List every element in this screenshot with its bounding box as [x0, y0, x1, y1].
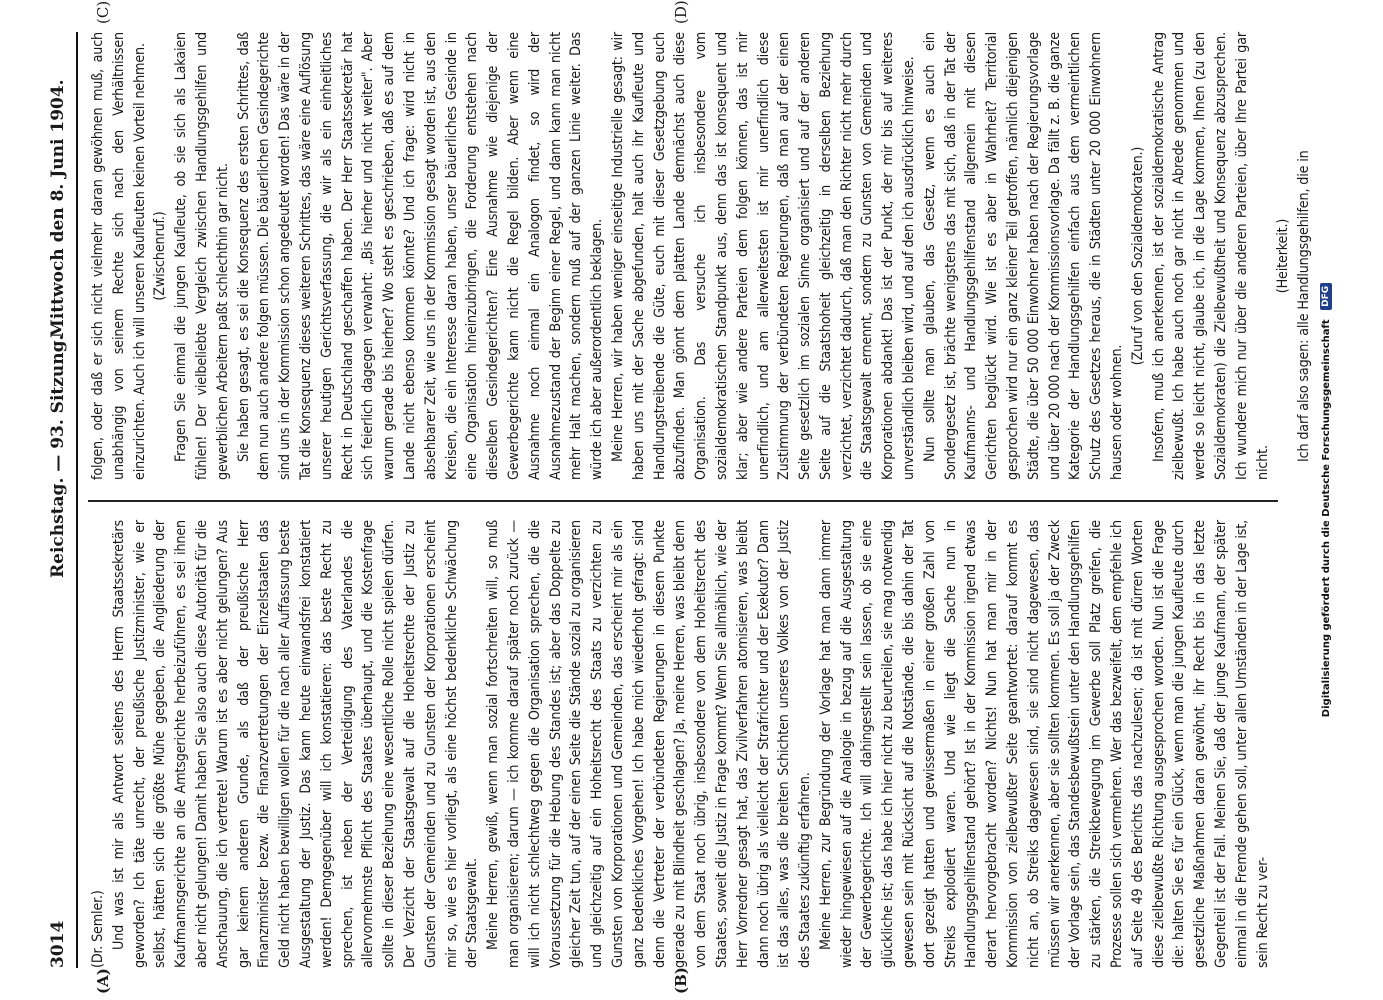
paragraph: Und was ist mir als Antwort seitens des Herrn Staatssekretärs geworden? Ich täte unrecht, der preußische Justizminister, wie er selbst, hätten sich die größte Mühe gegeben, die Angliederung der Kaufmannsgerichte an die Amtsgerichte herbeizuführen, es sei ihnen aber nicht gelungen! Damit haben Sie also auch diese Autorität für die Anschauung, die ich vertrete! Warum ist es aber nicht gelungen? Aus gar keinem anderen Grunde, als daß der preußische Herr Finanzminister bezw. die Finanzvertretungen der Einzelstaaten das Geld nicht haben bewilligen wollen für die nach aller Auffassung beste Ausgestaltung der Justiz. Das kann heute einwandsfrei konstatiert werden! Demgegenüber will ich konstatieren: das beste Recht zu sprechen, ist neben der Verteidigung des Vaterlandes die allervornehmste Pflicht des Staates überhaupt, und die Kostenfrage sollte in dieser Beziehung eine wesentliche Rolle nicht spielen dürfen. Der Verzicht der Staatsgewalt auf die Hoheitsrechte der Justiz zu Gunsten der Gemeinden und zu Gunsten der Korporationen erscheint mir so, wie es hier vorliegt, als eine höchst bedenkliche Schwächung der Staatsgewalt. [110, 520, 481, 968]
page-number: 3014 [48, 920, 68, 968]
dfg-logo-icon: DFG [1320, 283, 1332, 310]
right-column [88, 32, 1313, 480]
paragraph: Fragen Sie einmal die jungen Kaufleute, ob sie sich als Lakaien fühlen! Der vielbeliebte Vergleich zwischen Handlungsgehilfen und gewerblichen Arbeitern paßt schlechthin gar nicht. [173, 32, 231, 480]
running-header [42, 32, 78, 968]
interjection: (Zwischenruf.) [152, 211, 169, 301]
paragraph: Meine Herren, zur Begründung der Vorlage hat man dann immer wieder hingewiesen auf die Analogie in bezug auf die Ausgestaltung der Gewerbegerichte. Ich will dahingestellt sein lassen, ob sie eine glückliche ist; das habe ich hier nicht zu beurteilen, sie mag notwendig gewesen sein mit Rücksicht auf die Notstände, die bis dahin der Tat dort gezeigt hatten und gewissermaßen in einer großen Zahl von Streiks explodiert waren. Und wie liegt die Sache nun in Handlungsgehilfenstand gehört? Ist in der Kommission irgend etwas derart hervorgebracht worden? Nichts! Nun hat man mir in der Kommission von zielbewußter Seite geantwortet: darauf kommt es nicht an, ob Streiks dagewesen sind, sie sind nicht dagewesen, das müssen wir anerkennen, aber sie sollten kommen. Es soll ja der Zweck der Vorlage sein, das Standesbewußtsein unter den Handlungsgehilfen zu stärken, die Streikbewegung im Gewerbe soll Platz greifen, die Prozesse sollen sich vermehren. Wer das bezweifelt, dem empfehle ich auf Seite 49 des Berichts das nachzulesen; da ist mit dürren Worten diese zielbewußte Richtung ausgesprochen worden. Nun ist die Frage die: halten Sie es für ein Glück, wenn man die jungen Kaufleute durch gesetzliche Maßnahmen daran gewöhnt, ihr Recht bis in das letzte Gegenteil ist der Fall. Meinen Sie, daß der junge Kaufmann, der später einmal in die Fremde gehen soll, unter allen Umständen in der Lage ist, sein Recht zu ver- [817, 520, 1271, 968]
credit-text: Digitalisierung gefördert durch die Deutsche Forschungsgemeinschaft [1321, 319, 1332, 718]
paragraph: Ich darf also sagen: alle Handlungsgehilfen, die in [1296, 150, 1313, 462]
session-title: Reichstag. — 93. Sitzung. [48, 334, 68, 578]
paragraph: Nun sollte man glauben, das Gesetz, wenn es auch ein Sondergesetz ist, brächte wenigstens das mit sich, daß in der Tat der Kaufmanns- und Handlungsgehilfenstand allgemein mit diesen Gerichten beglückt wird. Wie ist es aber in Wahrheit? Territorial gesprochen wird nur ein ganz kleiner Teil getroffen, nämlich diejenigen Städte, die über 50 000 Einwohner haben nach der Regierungsvorlage und über 20 000 nach der Kommissionsvorlage. Da fällt z. B. die ganze Kategorie der Handlungsgehilfen einfach aus dem vermeintlichen Schutz des Gesetzes heraus, die in Städten unter 20 000 Einwohnern hausen oder wohnen. [921, 32, 1126, 480]
paragraph: Meine Herren, gewiß, wenn man sozial fortschreiten will, so muß man organisieren; darum — ich komme darauf später noch zurück — will ich nicht schlechtweg gegen die Organisation sprechen, die die Voraussetzung für die Hebung des Standes ist; aber das Doppelte zu gleicher Zeit tun, auf der einen Seite die Stände sozial zu organisieren und gleichzeitig auf ein Hoheitsrecht des Staats zu verzichten zu Gunsten von Korporationen und Gemeinden, das erscheint mir als ein ganz bedenkliches Vorgehen! Ich habe mich wiederholt gefragt: sind denn die Vertreter der verbündeten Regierungen in diesem Punkte gerade zu mit Blindheit geschlagen? Ja, meine Herren, was bleibt denn von dem Staat noch übrig, insbesondere von dem Hoheitsrecht des Staates, soweit die Justiz in Frage kommt? Wenn Sie allmählich, wie der Herr Vorredner gesagt hat, das Zivilverfahren atomisieren, was bleibt dann noch übrig als vielleicht der Strafrichter und der Exekutor? Dann ist das alles, was die breiten Schichten unseres Volkes von der Justiz des Staates zukünftig erfahren. [485, 520, 814, 968]
paragraph: Sie haben gesagt, es sei die Konsequenz des ersten Schrittes, daß dem nun auch andere folgen müssen. Die bäuerlichen Gesindegerichte sind uns in der Kommission schon angedeutet worden! Das wäre in der Tat die Konsequenz dieses weiteren Schrittes, das wäre eine Auflösung unserer heutigen Gerichtsverfassung, die wir als ein einheitliches Recht in Deutschland geschaffen haben. Der Herr Staatssekretär hat sich feierlich dagegen verwahrt: „Bis hierher und nicht weiter". Aber warum gerade bis hierher? Wo steht es geschrieben, daß es auf dem Lande nicht ebenso kommen könnte? Und ich frage: wird nicht in absehbarer Zeit, wie uns in der Kommission gesagt worden ist, aus den Kreisen, die ein Interesse daran haben, unser bäuerliches Gesinde in eine Organisation hineinzubringen, die Forderung entstehen nach dieselben Gesindegerichten? Eine Ausnahme wie diejenige der Gewerbegerichte kann nicht die Regel bilden. Aber wenn eine Ausnahme noch einmal ein Analogon findet, so wird der Ausnahmezustand der Beginn einer Regel, und dann kann man nicht mehr Halt machen, sondern muß auf der ganzen Linie weiter. Das würde ich aber außerordentlich beklagen. [235, 32, 606, 480]
session-date: Mittwoch den 8. Juni 1904. [48, 79, 68, 338]
paragraph: Insofern, muß ich anerkennen, ist der sozialdemokratische Antrag zielbewußt. Ich habe auch noch gar nicht in Abrede genommen und werde so leicht nicht, glaube ich, in die Lage kommen, Ihnen (zu den Sozialdemokraten) die Zielbewußtheit und Konsequenz abzusprechen. Ich wundere mich nur über die anderen Parteien, über Ihre Partei gar nicht. [1150, 32, 1271, 480]
speaker-label: (Dr. Semler.) [90, 890, 106, 968]
margin-marker-d: (D) [672, 0, 690, 24]
left-column [88, 520, 1278, 968]
margin-marker-c: (C) [94, 0, 112, 24]
digitization-credit [1320, 0, 1332, 1000]
paragraph: folgen, oder daß er sich nicht vielmehr daran gewöhnen muß, auch unabhängig von seinem Rechte sich nach den Verhältnissen einzurichten. Auch ich will unseren Kaufleuten keinen Vorteil nehmen. [90, 32, 148, 480]
margin-marker-b: (B) [672, 967, 690, 994]
paragraph: Meine Herren, wir haben weniger einseitige Industrielle gesagt: wir haben uns mit der Sache abgefunden, halt auch ihr Kaufleute und Handlungstreibende die Güte, euch mit dieser Gesetzgebung euch abzufinden. Man gönnt dem platten Lande demnächst auch diese Organisation. Das versuche ich insbesondere vom sozialdemokratischen Standpunkt aus, denn das ist konsequent und klar; aber wie andere Parteien dem folgen können, das ist mir unerfindlich, und am allerweitesten ist mir unerfindlich diese Zustimmung der verbündeten Regierungen, daß man auf der einen Seite gesetzlich im sozialen Sinne organisiert und auf der anderen Seite auf die Staatshoheit gleichzeitig in derselben Beziehung verzichtet, verzichtet dadurch, daß man den Richter nicht mehr durch die Staatsgewalt ernennt, sondern zu Gunsten von Gemeinden und Korporationen abdankt! Das ist der Punkt, der mir bis auf weiteres unverständlich bleiben wird, und auf den ich ausdrücklich hinweise. [609, 32, 918, 480]
page-sheet [42, 0, 1313, 994]
interjection: (Heiterkeit.) [1275, 218, 1292, 294]
interjection: (Zuruf von den Sozialdemokraten.) [1129, 146, 1146, 366]
margin-marker-a: (A) [94, 968, 112, 994]
column-divider [88, 500, 1278, 502]
